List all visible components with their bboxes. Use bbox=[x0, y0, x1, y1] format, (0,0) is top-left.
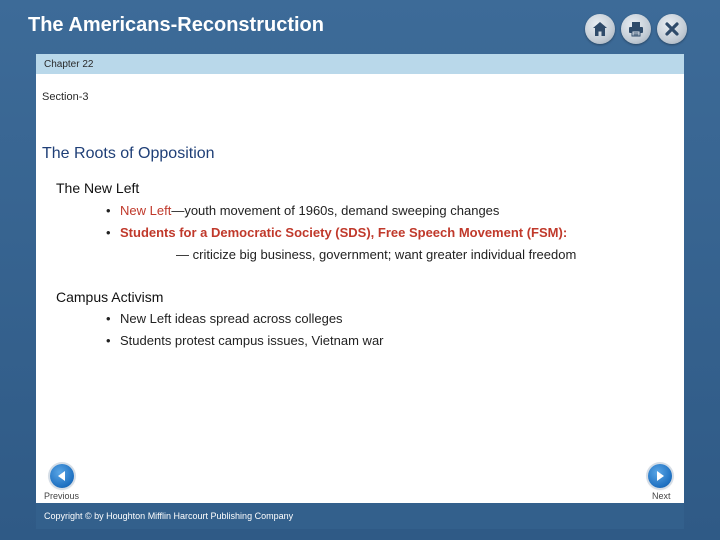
slide-content bbox=[36, 54, 684, 503]
bullet-text: New Left ideas spread across colleges bbox=[120, 311, 343, 326]
print-icon bbox=[627, 20, 645, 38]
section-label: Section-3 bbox=[42, 91, 89, 103]
bullet-item bbox=[106, 225, 567, 240]
close-button[interactable] bbox=[657, 14, 687, 44]
bullet-dot: • bbox=[106, 311, 111, 326]
term-sds-fsm: Students for a Democratic Society (SDS), Free Speech Movement (FSM): bbox=[120, 225, 568, 240]
previous-label[interactable]: Previous bbox=[44, 491, 80, 501]
group-title-campus-activism: Campus Activism bbox=[56, 289, 164, 305]
slide-heading: The Roots of Opposition bbox=[42, 145, 215, 162]
chapter-band bbox=[36, 54, 684, 74]
bullet-dot: • bbox=[106, 333, 111, 348]
group-title-new-left: The New Left bbox=[56, 180, 140, 196]
bullet-item bbox=[106, 311, 343, 326]
home-icon bbox=[591, 20, 609, 38]
close-icon bbox=[663, 20, 681, 38]
bullet-dot: • bbox=[106, 225, 111, 240]
arrow-left-icon bbox=[56, 470, 68, 482]
previous-button[interactable] bbox=[50, 464, 74, 488]
next-label[interactable]: Next bbox=[652, 491, 671, 501]
next-button[interactable] bbox=[648, 464, 672, 488]
bullet-text: Students protest campus issues, Vietnam war bbox=[120, 333, 384, 348]
bullet-text: —youth movement of 1960s, demand sweeping changes bbox=[171, 203, 500, 218]
copyright-text: Copyright © by Houghton Mifflin Harcourt Publishing Company bbox=[44, 511, 294, 521]
presentation-title: The Americans-Reconstruction bbox=[28, 14, 324, 36]
footer bbox=[36, 503, 684, 529]
bullet-dot: • bbox=[106, 203, 111, 218]
print-button[interactable] bbox=[621, 14, 651, 44]
chapter-label: Chapter 22 bbox=[44, 59, 94, 70]
home-button[interactable] bbox=[585, 14, 615, 44]
term-new-left: New Left bbox=[120, 203, 172, 218]
bullet-continuation: — criticize big business, government; want greater individual freedom bbox=[176, 247, 577, 262]
bullet-item bbox=[106, 333, 384, 348]
arrow-right-icon bbox=[654, 470, 666, 482]
bullet-item bbox=[106, 203, 499, 218]
